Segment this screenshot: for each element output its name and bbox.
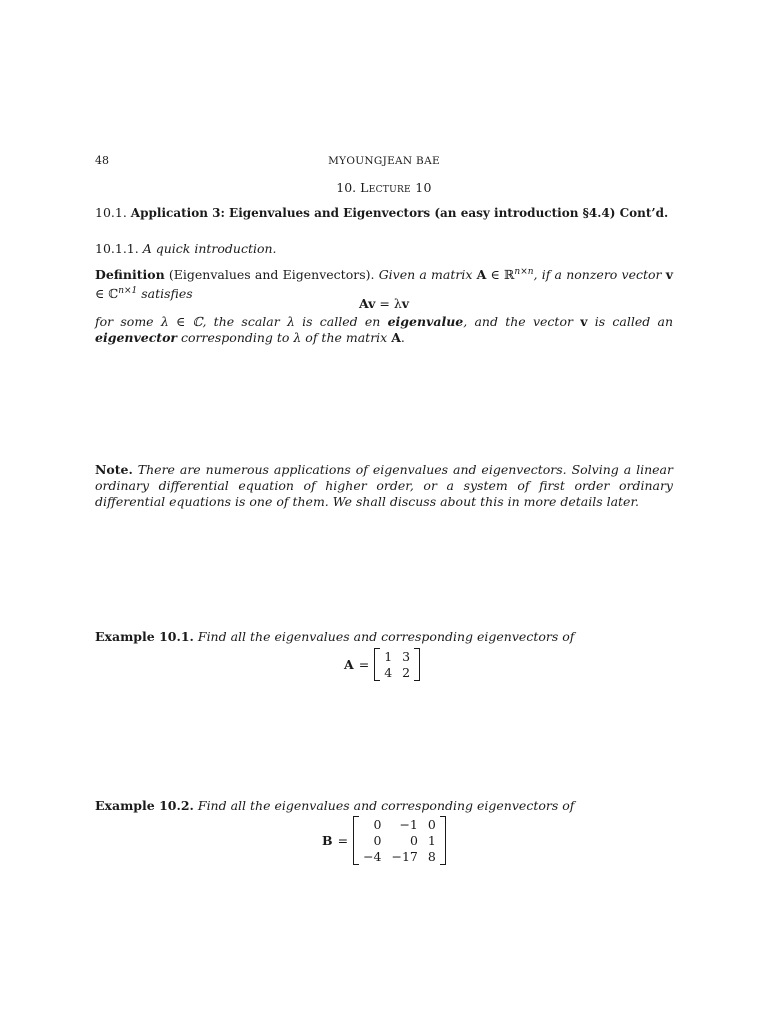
vector-symbol: v [580,314,588,329]
example-text: Find all the eigenvalues and corresponding eigenvectors of [197,629,575,644]
keyword-eigenvector: eigenvector [95,330,178,345]
note-text: There are numerous applications of eigenvalues and eigenvectors. Solving a linear ordinary differential equation of higher order, or a system of first order ordinary differential equations is one of them. We shall discuss about this in more details later. [95,462,673,509]
matrix-entry: −17 [391,849,418,864]
matrix-a-entries [380,648,414,681]
matrix-entry: 4 [384,665,393,680]
subsubsection-number: 10.1.1. [95,241,139,256]
matrix-entry: −1 [399,817,418,832]
equals-sign: = [358,656,370,672]
complex-space-symbol: ∈ ℂ [95,286,119,302]
real-space-superscript: n×n [514,267,534,277]
matrix-symbol: A [476,267,487,283]
example-label: Example 10.1. [95,629,194,644]
matrix-entry: 1 [427,833,436,848]
matrix-b [353,816,446,865]
definition-label: Definition [95,267,165,283]
definition-text: satisfies [141,286,193,302]
keyword-eigenvalue: eigenvalue [387,314,464,329]
matrix-entry: 1 [384,649,393,664]
matrix-a-equation [344,648,420,681]
matrix-a [374,648,420,681]
matrix-entry: 0 [373,833,382,848]
example-text: Find all the eigenvalues and corresponding eigenvectors of [197,798,575,813]
subsection-number: 10.1. [95,205,127,220]
example-10-2 [95,798,574,814]
section-heading [0,180,768,196]
equals-sign: = [337,832,349,848]
equation-mid: = λ [375,296,402,311]
matrix-entry: 8 [427,849,436,864]
matrix-entry: 0 [409,833,418,848]
subsection-heading [95,205,685,221]
matrix-b-equation [322,816,446,865]
page-number: 48 [95,154,109,167]
matrix-entry: 0 [427,817,436,832]
vector-symbol: v [665,267,674,283]
matrix-b-name: B [322,832,333,848]
author-name: MYOUNGJEAN BAE [328,155,440,167]
complex-space-superscript: n×1 [118,286,138,297]
example-label: Example 10.2. [95,798,194,813]
subsubsection-title: A quick introduction. [142,241,277,256]
matrix-symbol: A [391,330,401,345]
definition-text: corresponding to λ of the matrix [181,330,388,345]
subsection-title: Application 3: Eigenvalues and Eigenvectors (an easy introduction §4.4) Cont’d. [130,206,669,220]
note-label: Note. [95,462,133,477]
right-bracket [440,816,446,865]
note-paragraph [95,462,673,510]
matrix-a-name: A [344,656,354,672]
definition-name: (Eigenvalues and Eigenvectors). [168,267,375,283]
definition-text: , and the vector [463,314,573,329]
subsubsection-heading [95,241,277,257]
matrix-entry: 3 [402,649,411,664]
section-number: 10. [336,180,357,195]
section-title: Lecture 10 [360,180,432,195]
example-10-1 [95,629,574,645]
definition-text: , if a nonzero vector [533,267,662,283]
right-bracket [414,648,420,681]
matrix-entry: −4 [363,849,382,864]
equation-lhs: Av [358,296,376,311]
matrix-b-entries [359,816,440,865]
definition-period: . [400,330,405,345]
equation-rhs: v [401,296,410,311]
matrix-entry: 0 [373,817,382,832]
real-space-symbol: ∈ ℝ [490,267,515,283]
definition-text: Given a matrix [378,267,473,283]
eigen-equation [0,296,768,312]
matrix-entry: 2 [402,665,411,680]
running-author [0,154,768,167]
definition-text: for some λ ∈ ℂ, the scalar λ is called en [95,314,381,329]
definition-text: is called an [594,314,674,329]
definition-continuation [95,314,673,346]
